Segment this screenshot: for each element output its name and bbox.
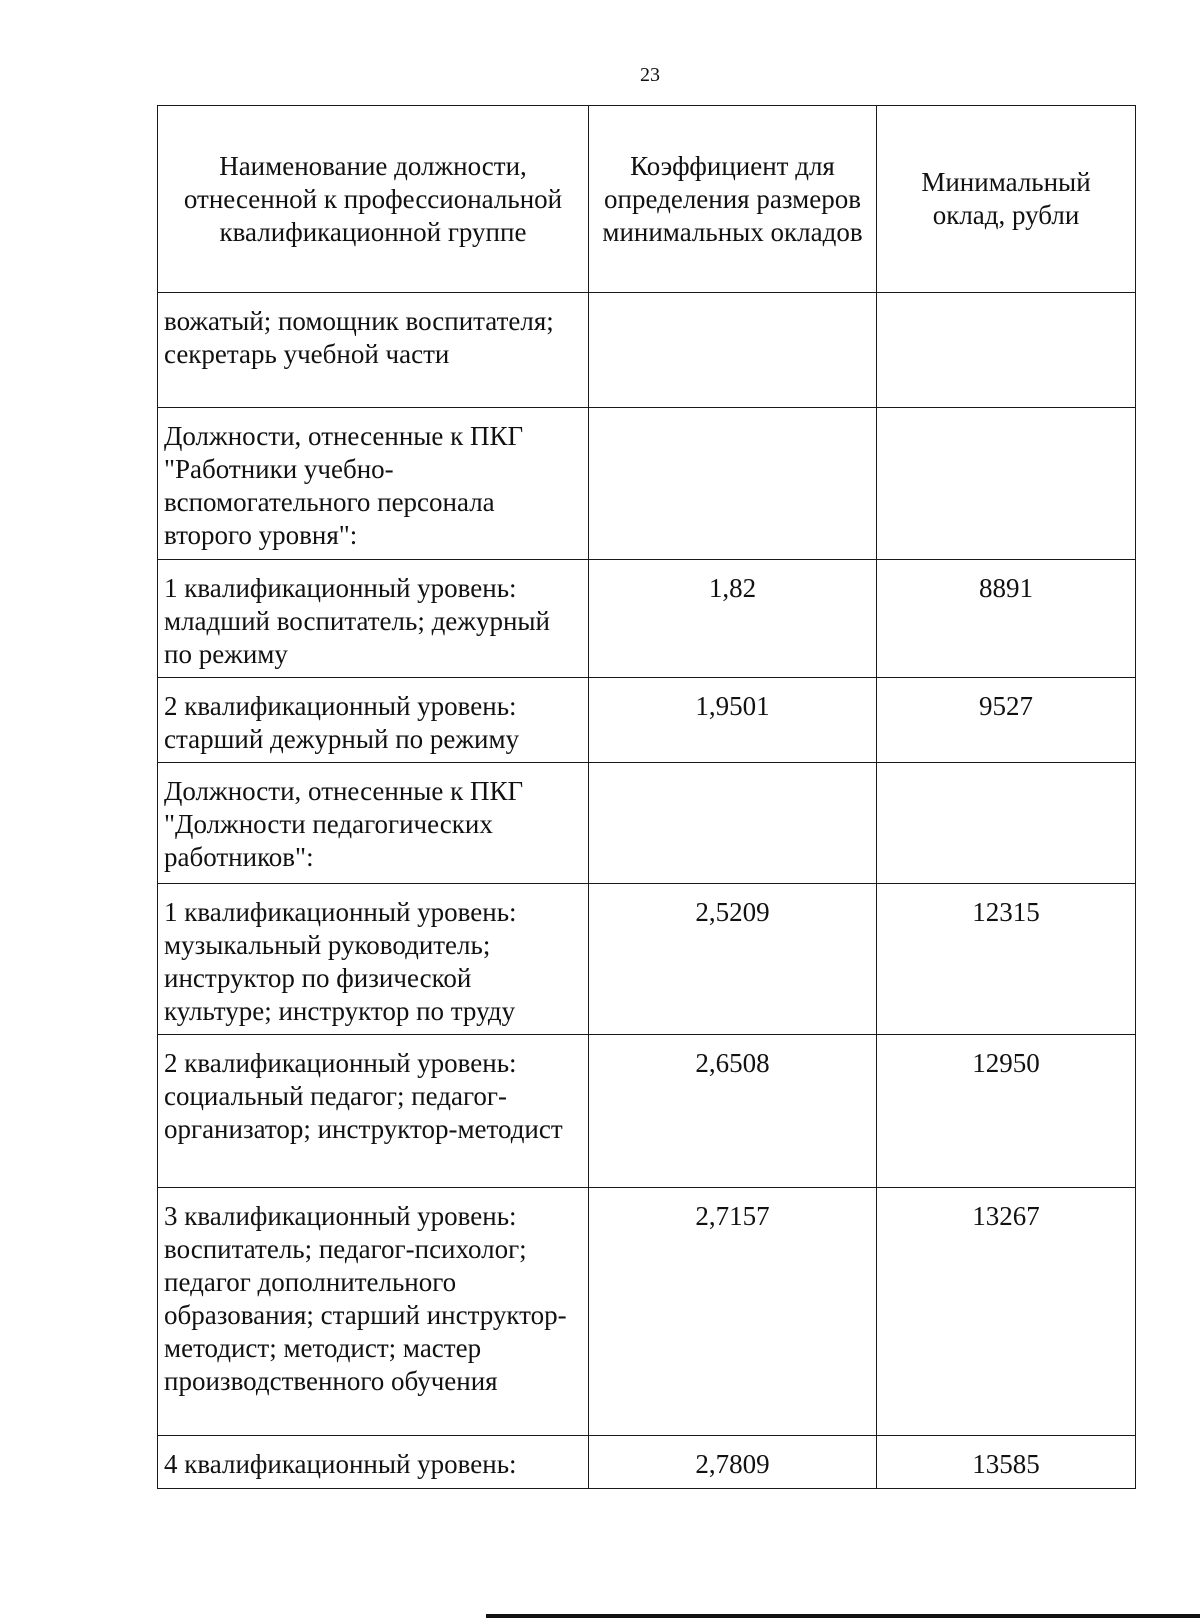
page-number: 23 [640,64,660,86]
coefficient-cell: 1,82 [589,560,877,678]
position-name-cell: 1 квалификационный уровень: музыкальный руководитель; инструктор по физической культуре; инструктор по труду [158,884,589,1035]
table-row [158,1035,1136,1188]
position-name-cell: 3 квалификационный уровень: воспитатель; педагог-психолог; педагог дополнительного образования; старший инструктор-методист; методист; мастер производственного обучения [158,1188,589,1436]
position-name-cell: 2 квалификационный уровень: социальный педагог; педагог-организатор; инструктор-методист [158,1035,589,1188]
position-name-cell: 4 квалификационный уровень: [158,1436,589,1489]
salary-cell: 12950 [877,1035,1136,1188]
position-name-cell: вожатый; помощник воспитателя; секретарь учебной части [158,293,589,408]
bottom-rule-line [486,1614,1200,1618]
table-row [158,1188,1136,1436]
header-coefficient: Коэффициент для определения размеров минимальных окладов [589,106,877,293]
table-row [158,560,1136,678]
coefficient-cell: 1,9501 [589,678,877,763]
position-name-cell: Должности, отнесенные к ПКГ "Работники учебно-вспомогательного персонала второго уровня": [158,408,589,560]
table-header-row [158,106,1136,293]
coefficient-cell [589,763,877,884]
position-name-cell: 2 квалификационный уровень: старший дежурный по режиму [158,678,589,763]
salary-cell: 13585 [877,1436,1136,1489]
table-row [158,1436,1136,1489]
position-name-cell: Должности, отнесенные к ПКГ "Должности педагогических работников": [158,763,589,884]
salary-table [157,105,1136,1489]
coefficient-cell: 2,5209 [589,884,877,1035]
table-row [158,408,1136,560]
table-row [158,293,1136,408]
salary-cell [877,408,1136,560]
header-min-salary: Минимальный оклад, рубли [877,106,1136,293]
coefficient-cell: 2,7809 [589,1436,877,1489]
salary-cell [877,763,1136,884]
header-position-name: Наименование должности, отнесенной к профессиональной квалификационной группе [158,106,589,293]
salary-cell: 12315 [877,884,1136,1035]
salary-cell: 9527 [877,678,1136,763]
salary-cell: 13267 [877,1188,1136,1436]
salary-cell: 8891 [877,560,1136,678]
table-row [158,763,1136,884]
coefficient-cell [589,293,877,408]
coefficient-cell: 2,7157 [589,1188,877,1436]
salary-cell [877,293,1136,408]
table-row [158,884,1136,1035]
position-name-cell: 1 квалификационный уровень: младший воспитатель; дежурный по режиму [158,560,589,678]
table-row [158,678,1136,763]
coefficient-cell [589,408,877,560]
coefficient-cell: 2,6508 [589,1035,877,1188]
